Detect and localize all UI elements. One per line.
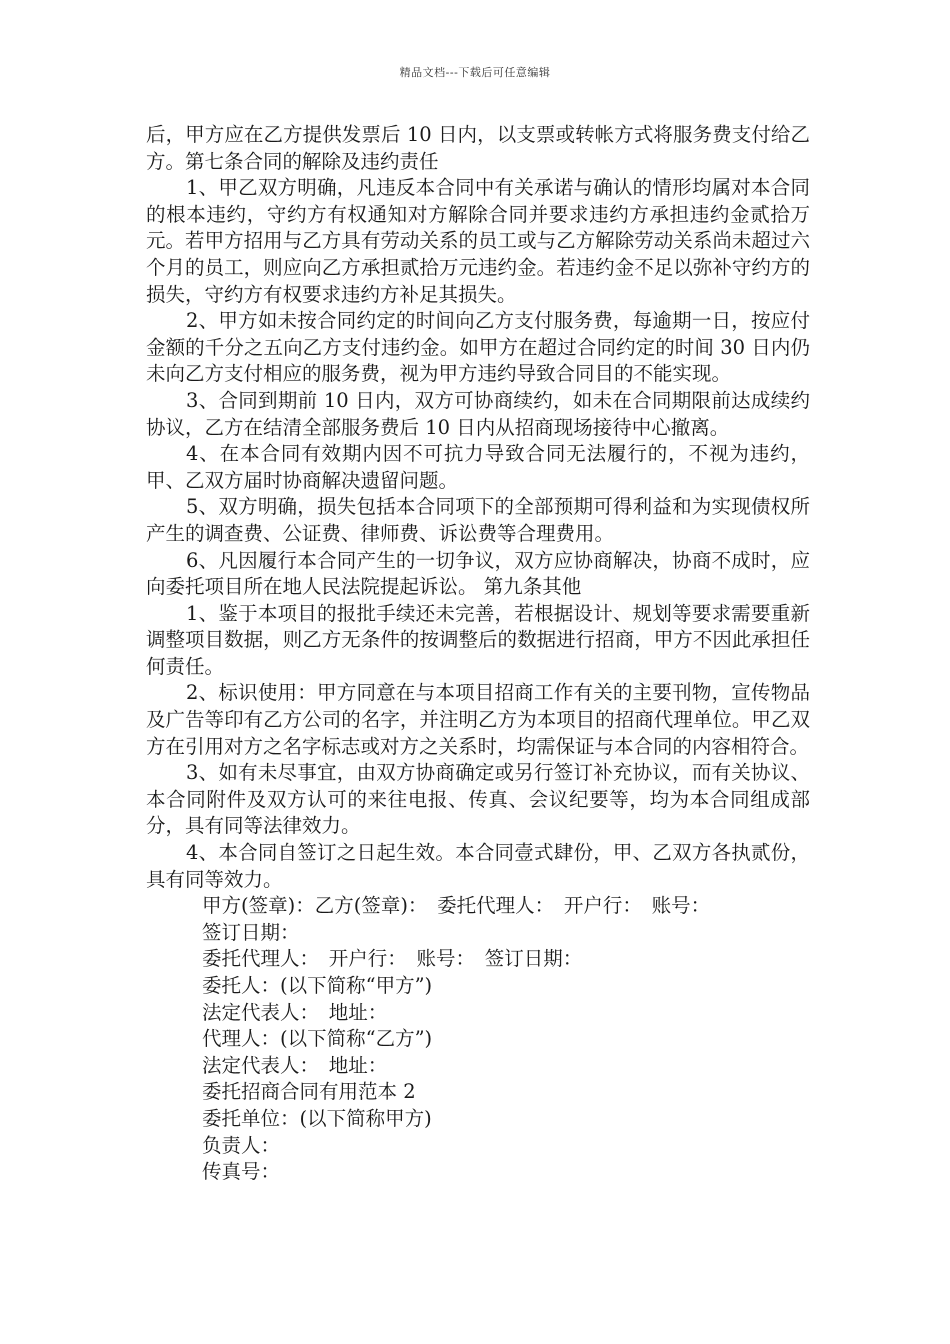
principal-line: 委托人：(以下简称“甲方”) bbox=[202, 974, 433, 997]
fax-line: 传真号： bbox=[202, 1160, 281, 1184]
entrusting-unit-line: 委托单位：(以下简称甲方) bbox=[202, 1106, 432, 1130]
paragraph-clause-1: 1、甲乙双方明确，凡违反本合同中有关承诺与确认的情形均属对本合同的根本违约，守约方有权通知对方解除合同并要求违约方承担违约金贰拾万元。若甲方招用与乙方具有劳动关系的员工或与乙方解除劳动关系尚未超过六个月的员工，则应向乙方承担贰拾万元违约金。若违约金不足以弥补守约方的损失，守约方有权要求违约方补足其损失。 bbox=[146, 176, 810, 306]
paragraph-continuation: 后，甲方应在乙方提供发票后 10 日内，以支票或转帐方式将服务费支付给乙方。第七条合同的解除及违约责任 bbox=[146, 123, 810, 173]
paragraph-clause-2: 2、甲方如未按合同约定的时间向乙方支付服务费，每逾期一日，按应付金额的千分之五向乙方支付违约金。如甲方在超过合同约定的时间 30 日内仍未向乙方支付相应的服务费，视为甲方违约导致合同目的不能实现。 bbox=[146, 309, 810, 386]
template-title-line: 委托招商合同有用范本 2 bbox=[202, 1080, 416, 1104]
paragraph-clause-6: 6、凡因履行本合同产生的一切争议，双方应协商解决，协商不成时，应向委托项目所在地人民法院提起诉讼。 第九条其他 bbox=[146, 548, 810, 599]
signature-parties-line: 甲方(签章)：乙方(签章)： 委托代理人： 开户行： 账号： bbox=[202, 894, 711, 918]
principal-representative-line: 法定代表人： 地址： bbox=[202, 1000, 388, 1024]
paragraph-other-2: 2、标识使用：甲方同意在与本项目招商工作有关的主要刊物，宣传物品及广告等印有乙方公司的名字，并注明乙方为本项目的招商代理单位。甲乙双方在引用对方之名字标志或对方之关系时，均需保证与本合同的内容相符合。 bbox=[146, 681, 810, 758]
page-header: 精品文档---下载后可任意编辑 bbox=[399, 66, 551, 79]
signature-date-line: 签订日期： bbox=[202, 920, 300, 944]
signature-agent-line: 委托代理人： 开户行： 账号： 签订日期： bbox=[202, 947, 583, 971]
document-body bbox=[146, 122, 810, 1186]
paragraph-clause-4: 4、在本合同有效期内因不可抗力导致合同无法履行的，不视为违约，甲、乙双方届时协商解决遗留问题。 bbox=[146, 442, 810, 492]
agent-representative-line: 法定代表人： 地址： bbox=[202, 1053, 388, 1077]
paragraph-other-1: 1、鉴于本项目的报批手续还未完善，若根据设计、规划等要求需要重新调整项目数据，则乙方无条件的按调整后的数据进行招商，甲方不因此承担任何责任。 bbox=[146, 601, 810, 678]
agent-line: 代理人：(以下简称“乙方”) bbox=[202, 1027, 433, 1051]
paragraph-clause-5: 5、双方明确，损失包括本合同项下的全部预期可得利益和为实现债权所产生的调查费、公证费、律师费、诉讼费等合理费用。 bbox=[146, 495, 810, 545]
paragraph-clause-3: 3、合同到期前 10 日内，双方可协商续约，如未在合同期限前达成续约协议，乙方在结清全部服务费后 10 日内从招商现场接待中心撤离。 bbox=[146, 388, 810, 439]
paragraph-other-4: 4、本合同自签订之日起生效。本合同壹式肆份，甲、乙双方各执贰份，具有同等效力。 bbox=[146, 841, 810, 891]
person-in-charge-line: 负责人： bbox=[202, 1133, 281, 1157]
paragraph-other-3: 3、如有未尽事宜，由双方协商确定或另行签订补充协议，而有关协议、本合同附件及双方认可的来往电报、传真、会议纪要等，均为本合同组成部分，具有同等法律效力。 bbox=[146, 761, 810, 838]
